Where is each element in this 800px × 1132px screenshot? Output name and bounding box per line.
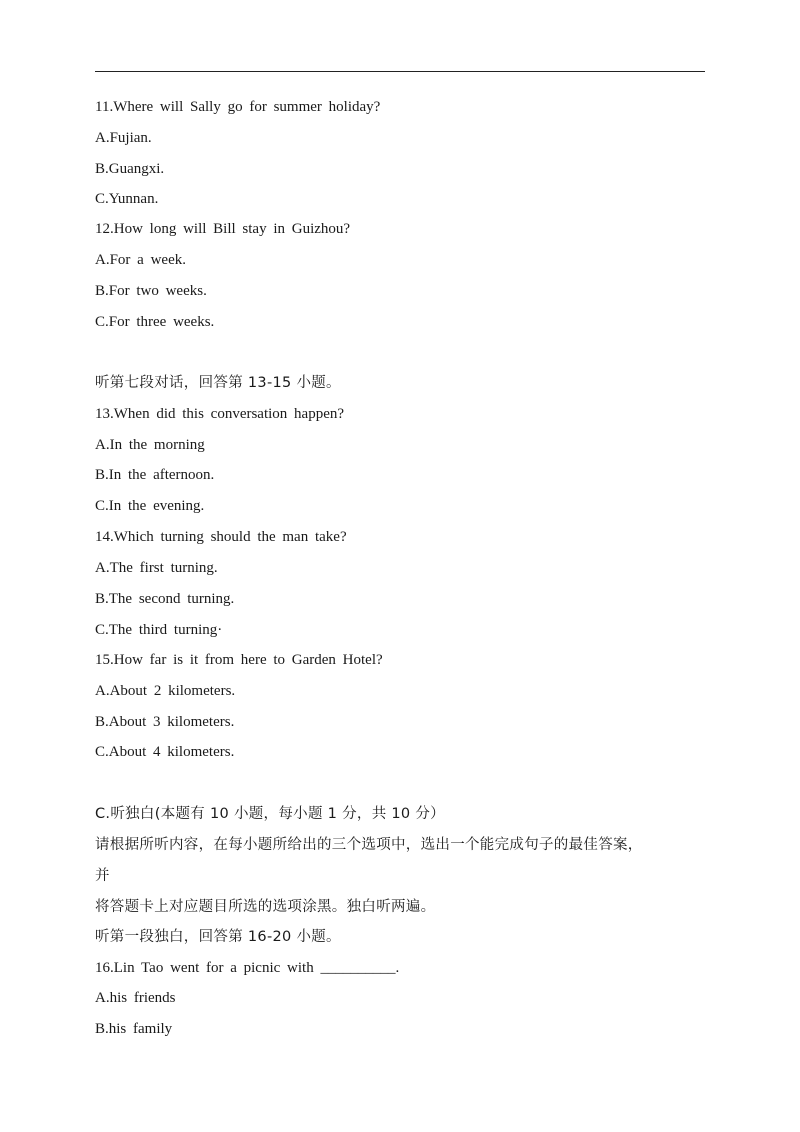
option-14-a: A.The first turning. xyxy=(95,560,218,576)
option-13-c: C.In the evening. xyxy=(95,498,205,514)
option-14-b: B.The second turning. xyxy=(95,591,235,607)
option-11-c: C.Yunnan. xyxy=(95,191,159,207)
option-12-b: B.For two weeks. xyxy=(95,283,207,299)
option-16-a: A.his friends xyxy=(95,990,176,1006)
option-15-c: C.About 4 kilometers. xyxy=(95,744,235,760)
option-11-b: B.Guangxi. xyxy=(95,161,165,177)
option-14-c: C.The third turning· xyxy=(95,622,223,638)
section-instruction-7: 听第七段对话，回答第 13-15 小题。 xyxy=(95,375,341,391)
question-12: 12.How long will Bill stay in Guizhou? xyxy=(95,221,351,237)
question-16: 16.Lin Tao went for a picnic with __________. xyxy=(95,960,400,976)
question-13: 13.When did this conversation happen? xyxy=(95,406,345,422)
section-c-instruction: 请根据所听内容，在每小题所给出的三个选项中，选出一个能完成句子的最佳答案， xyxy=(95,837,643,853)
section-c-instruction-wrap: 并 xyxy=(95,868,110,884)
option-11-a: A.Fujian. xyxy=(95,130,152,146)
top-rule xyxy=(95,71,705,72)
option-12-a: A.For a week. xyxy=(95,252,186,268)
option-15-a: A.About 2 kilometers. xyxy=(95,683,236,699)
monologue-1-instruction: 听第一段独白，回答第 16-20 小题。 xyxy=(95,929,341,945)
option-12-c: C.For three weeks. xyxy=(95,314,215,330)
section-c-heading: C.听独白(本题有 10 小题，每小题 1 分，共 10 分） xyxy=(95,806,445,822)
question-14: 14.Which turning should the man take? xyxy=(95,529,347,545)
option-13-a: A.In the morning xyxy=(95,437,205,453)
question-11: 11.Where will Sally go for summer holiday? xyxy=(95,99,381,115)
option-13-b: B.In the afternoon. xyxy=(95,467,215,483)
question-15: 15.How far is it from here to Garden Hotel? xyxy=(95,652,383,668)
option-15-b: B.About 3 kilometers. xyxy=(95,714,235,730)
option-16-b: B.his family xyxy=(95,1021,173,1037)
section-c-instruction-2: 将答题卡上对应题目所选的选项涂黑。独白听两遍。 xyxy=(95,899,436,915)
